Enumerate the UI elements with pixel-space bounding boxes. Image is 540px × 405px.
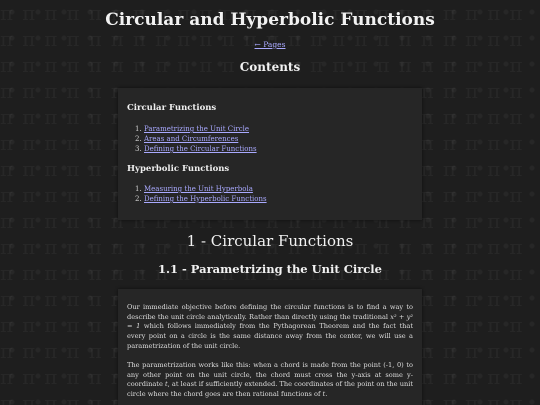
list-item: 2. Areas and Circumferences (135, 135, 239, 143)
paragraph-intro: Our immediate objective before defining the circular functions is to find a way to describe the unit circle analytically. Rather than directly using the traditional x² + y² = 1 which follows immediately from the Pythagorean Theorem and the fact that every point on a circle is the same distance away from the center, we will use a parametrization of the unit circle. (127, 303, 413, 350)
section-content (118, 289, 422, 405)
toc-link-measuring-hyperbola[interactable]: Measuring the Unit Hyperbola (144, 185, 253, 193)
toc-circular-list (135, 124, 257, 154)
toc-hyperbolic-heading: Hyperbolic Functions (127, 164, 230, 174)
toc-link-defining-hyperbolic[interactable]: Defining the Hyperbolic Functions (144, 195, 267, 203)
toc-circular-heading: Circular Functions (127, 103, 217, 113)
toc-hyperbolic-list (135, 184, 267, 204)
toc-link-defining-circular[interactable]: Defining the Circular Functions (144, 145, 257, 153)
paragraph-parametrization: The parametrization works like this: when a chord is made from the point (-1, 0) to any other point on the unit circle, the chord must cross the y-axis at some y-coordinate t, at least if sufficiently extended. The coordinates of the point on the unit circle where the chord goes are then rational functions of t. (127, 361, 413, 399)
section-heading: 1.1 - Parametrizing the Unit Circle (158, 262, 382, 276)
list-item: 1. Measuring the Unit Hyperbola (135, 185, 253, 193)
list-item: 3. Defining the Circular Functions (135, 145, 257, 153)
contents-heading: Contents (239, 60, 301, 74)
toc-link-parametrizing[interactable]: Parametrizing the Unit Circle (144, 125, 250, 133)
circle-equation: x² + y² = 1 (127, 312, 413, 331)
list-item: 2. Defining the Hyperbolic Functions (135, 195, 267, 203)
toc-link-areas[interactable]: Areas and Circumferences (144, 135, 239, 143)
list-item: 1. Parametrizing the Unit Circle (135, 125, 250, 133)
page-title: Circular and Hyperbolic Functions (105, 10, 435, 30)
chapter-heading: 1 - Circular Functions (186, 232, 354, 250)
table-of-contents (118, 88, 422, 220)
back-to-pages-link[interactable]: ← Pages (254, 40, 286, 49)
